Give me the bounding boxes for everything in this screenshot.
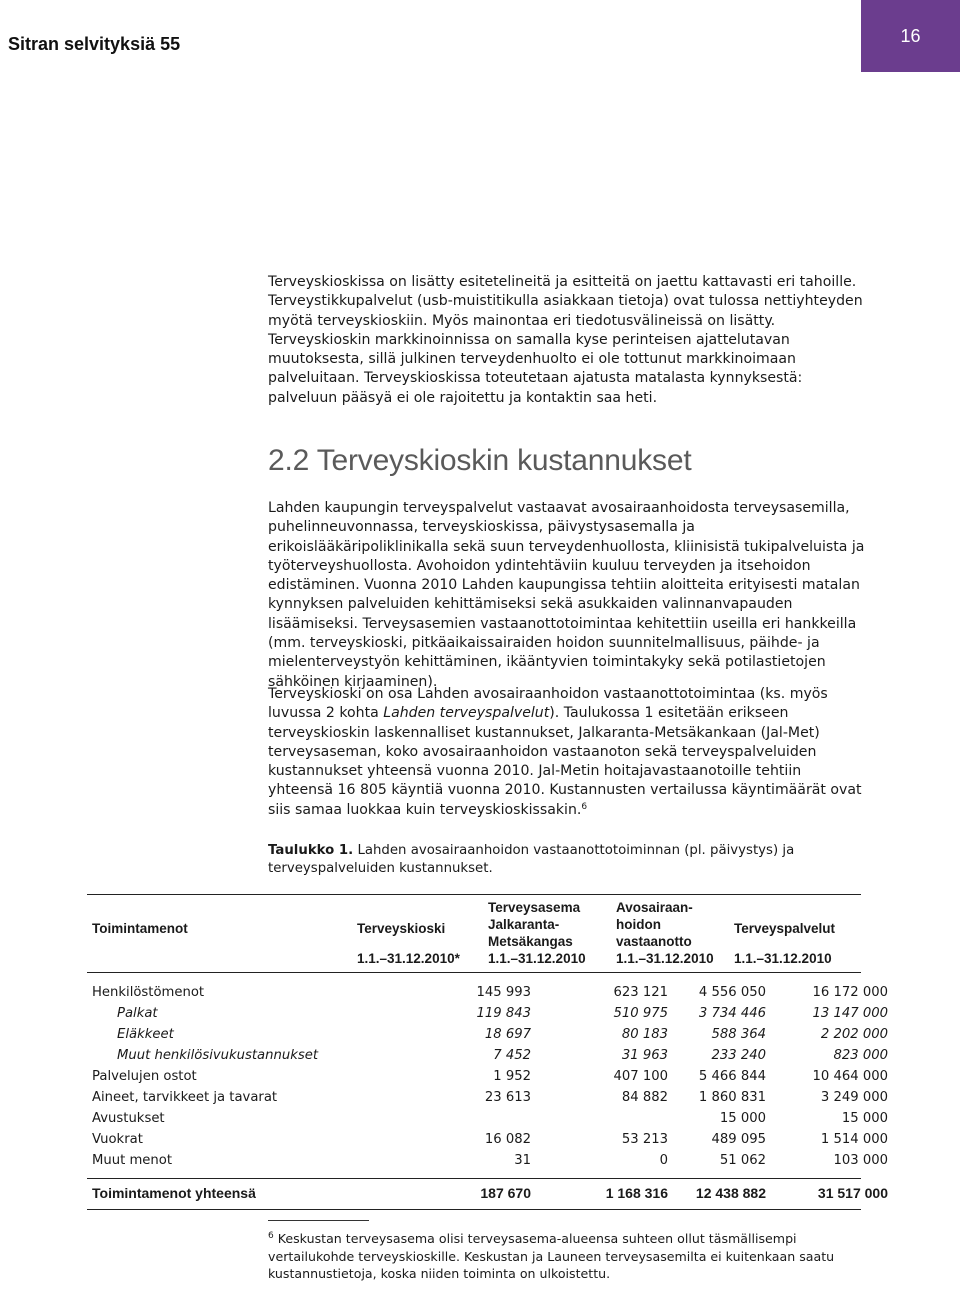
cell-c3: 1 860 831 xyxy=(698,1090,766,1105)
cell-c1: 119 843 xyxy=(476,1006,531,1021)
cell-c2: 623 121 xyxy=(613,985,668,1000)
th-c2-l3: Metsäkangas xyxy=(488,934,573,949)
row-label: Henkilöstömenot xyxy=(92,985,205,1000)
table-row xyxy=(87,1111,888,1132)
th-c2-date: 1.1.–31.12.2010 xyxy=(488,951,586,966)
cell-c3: 51 062 xyxy=(719,1153,766,1168)
cell-c2: 80 183 xyxy=(621,1027,668,1042)
cell-c1: 1 952 xyxy=(493,1069,531,1084)
cell-c3: 4 556 050 xyxy=(698,985,766,1000)
paragraph-3-italic: Lahden terveyspalvelut xyxy=(383,705,550,722)
cell-c3: 233 240 xyxy=(711,1048,766,1063)
total-label: Toimintamenot yhteensä xyxy=(92,1185,256,1201)
cell-c2: 407 100 xyxy=(613,1069,668,1084)
total-c2: 1 168 316 xyxy=(605,1185,668,1201)
cell-c3: 15 000 xyxy=(719,1111,766,1126)
table-total-rule-top xyxy=(87,1178,861,1179)
cell-c1: 145 993 xyxy=(476,985,531,1000)
cell-c1: 31 xyxy=(514,1153,531,1168)
total-c3: 12 438 882 xyxy=(695,1185,766,1201)
cell-c1: 18 697 xyxy=(484,1027,531,1042)
cell-c2: 84 882 xyxy=(621,1090,668,1105)
cell-c3: 588 364 xyxy=(711,1027,766,1042)
th-label: Toimintamenot xyxy=(92,921,188,936)
row-label: Palvelujen ostot xyxy=(92,1069,197,1084)
th-c2-l2: Jalkaranta- xyxy=(488,917,560,932)
table-row xyxy=(87,1048,888,1069)
section-heading: 2.2 Terveyskioskin kustannukset xyxy=(268,444,692,477)
cell-c3: 3 734 446 xyxy=(698,1006,766,1021)
table-row xyxy=(87,1006,888,1027)
table-row xyxy=(87,1132,888,1153)
table-caption xyxy=(268,842,868,878)
cell-c4: 1 514 000 xyxy=(820,1132,888,1147)
table-header-rule xyxy=(87,972,861,973)
cell-c4: 15 000 xyxy=(841,1111,888,1126)
paragraph-3 xyxy=(268,685,868,820)
table-caption-label: Taulukko 1. xyxy=(268,843,354,858)
paragraph-1 xyxy=(268,273,868,408)
table-row xyxy=(87,1069,888,1090)
cell-c2: 31 963 xyxy=(621,1048,668,1063)
th-c4-date: 1.1.–31.12.2010 xyxy=(734,951,832,966)
th-c3-l1: Avosairaan- xyxy=(616,900,693,915)
cell-c3: 489 095 xyxy=(711,1132,766,1147)
table-total-row xyxy=(87,1185,888,1206)
paragraph-3-part-a: Terveyskioski on osa Lahden avosairaanhoidon vastaanottotoimintaa (ks. myös luvussa 2 kohta xyxy=(268,686,828,722)
cell-c4: 3 249 000 xyxy=(820,1090,888,1105)
th-c3-l2: hoidon xyxy=(616,917,661,932)
cell-c2: 53 213 xyxy=(621,1132,668,1147)
footnote-text: Keskustan terveysasema olisi terveysasema-alueensa suhteen ollut täsmällisempi vertailukohde terveyskioskille. Keskustan ja Launeen terveysasemilta ei kuitenkaan saatu kustannustietoja, koska niiden toiminta on ulkoistettu. xyxy=(268,1231,835,1281)
paragraph-2-text: Lahden kaupungin terveyspalvelut vastaavat avosairaanhoidosta terveysasemilla, puhelinneuvonnassa, terveyskioskissa, päivystysasemalla ja erikoislääkäripoliklinikalla sekä suun terveydenhuollosta, kliinisistä tukipalveluista ja työterveyshuollosta. Avohoidon ydintehtäviin kuuluu terveyden ja itsehoidon edistäminen. Vuonna 2010 Lahden kaupungissa tehtiin aloitteita erityisesti matalan kynnyksen palveluiden kehittämiseksi sekä asukkaiden valinnanvapauden lisäämiseksi. Terveysasemien vastaanottotoimintaa kehitettiin useilla eri hankkeilla (mm. terveyskioski, pitkäaikaissairaiden hoidon suunnitelmallisuus, päihde- ja mielenterveystyön kehittäminen, ikääntyvien toimintakyky sekä potilastietojen sähköinen kirjaaminen). xyxy=(268,500,865,690)
page-number-box xyxy=(861,0,960,72)
row-label: Aineet, tarvikkeet ja tavarat xyxy=(92,1090,278,1105)
row-label: Muut menot xyxy=(92,1153,173,1168)
cell-c4: 16 172 000 xyxy=(812,985,888,1000)
page-number: 16 xyxy=(900,25,921,46)
cell-c3: 5 466 844 xyxy=(698,1069,766,1084)
table-top-rule xyxy=(87,894,861,895)
cell-c4: 10 464 000 xyxy=(812,1069,888,1084)
th-c3-date: 1.1.–31.12.2010 xyxy=(616,951,714,966)
table-bottom-rule xyxy=(87,1209,861,1210)
row-label: Vuokrat xyxy=(92,1132,143,1147)
table-row xyxy=(87,1153,888,1174)
row-label: Avustukset xyxy=(92,1111,165,1126)
footnote xyxy=(268,1230,868,1283)
table-caption-text: Lahden avosairaanhoidon vastaanottotoiminnan (pl. päivystys) ja terveyspalveluiden kustannukset. xyxy=(268,843,795,876)
footnote-ref: 6 xyxy=(581,801,588,812)
th-c4: Terveyspalvelut xyxy=(734,921,836,936)
footnote-mark: 6 xyxy=(268,1231,274,1241)
paragraph-1-text: Terveyskioskissa on lisätty esitetelineitä ja esitteitä on jaettu kattavasti eri tahoille. Terveystikkupalvelut (usb-muistitikulla asiakkaan tietoja) ovat tulossa nettiyhteyden myötä terveyskioskiin. Myös mainontaa eri tiedotusvälineissä on lisätty. Terveyskioskin markkinoinnissa on samalla kyse perinteisen ajattelutavan muutoksesta, sillä julkinen terveydenhuolto ei ole tottunut markkinoimaan palveluitaan. Terveyskioskissa toteutetaan ajatusta matalasta kynnyksestä: palveluun pääsyä ei ole rajoitettu ja kontaktin saa heti. xyxy=(268,274,863,406)
table-row xyxy=(87,1090,888,1111)
row-label: Palkat xyxy=(117,1006,158,1021)
footnote-rule xyxy=(268,1220,369,1221)
cell-c1: 7 452 xyxy=(493,1048,531,1063)
running-header-title: Sitran selvityksiä 55 xyxy=(8,34,181,54)
paragraph-3-text xyxy=(268,685,868,820)
paragraph-2 xyxy=(268,499,868,692)
total-c1: 187 670 xyxy=(480,1185,531,1201)
table-row xyxy=(87,1027,888,1048)
th-c1-date: 1.1.–31.12.2010* xyxy=(357,951,460,966)
cell-c1: 23 613 xyxy=(484,1090,531,1105)
th-c1: Terveyskioski xyxy=(357,921,446,936)
total-c4: 31 517 000 xyxy=(817,1185,888,1201)
cell-c4: 2 202 000 xyxy=(820,1027,888,1042)
cell-c4: 823 000 xyxy=(833,1048,888,1063)
cell-c4: 13 147 000 xyxy=(812,1006,888,1021)
table-row xyxy=(87,985,888,1006)
th-c2-l1: Terveysasema xyxy=(488,900,581,915)
th-c3-l3: vastaanotto xyxy=(616,934,692,949)
cell-c2: 0 xyxy=(659,1153,668,1168)
cell-c4: 103 000 xyxy=(833,1153,888,1168)
cell-c2: 510 975 xyxy=(613,1006,668,1021)
row-label: Eläkkeet xyxy=(117,1027,174,1042)
paragraph-3-part-b: ). Taulukossa 1 esitetään erikseen terveyskioskin laskennalliset kustannukset, Jalkaranta-Metsäkankaan (Jal-Met) terveysaseman, koko avosairaanhoidon vastaanoton sekä terveyspalveluiden kustannukset yhteensä vuonna 2010. Jal-Metin hoitajavastaanotoille tehtiin yhteensä 16 805 käyntiä vuonna 2010. Kustannusten vertailussa käyntimäärät ovat siis samaa luokkaa kuin terveyskioskissakin. xyxy=(268,705,862,818)
row-label: Muut henkilösivukustannukset xyxy=(117,1048,318,1063)
cell-c1: 16 082 xyxy=(484,1132,531,1147)
